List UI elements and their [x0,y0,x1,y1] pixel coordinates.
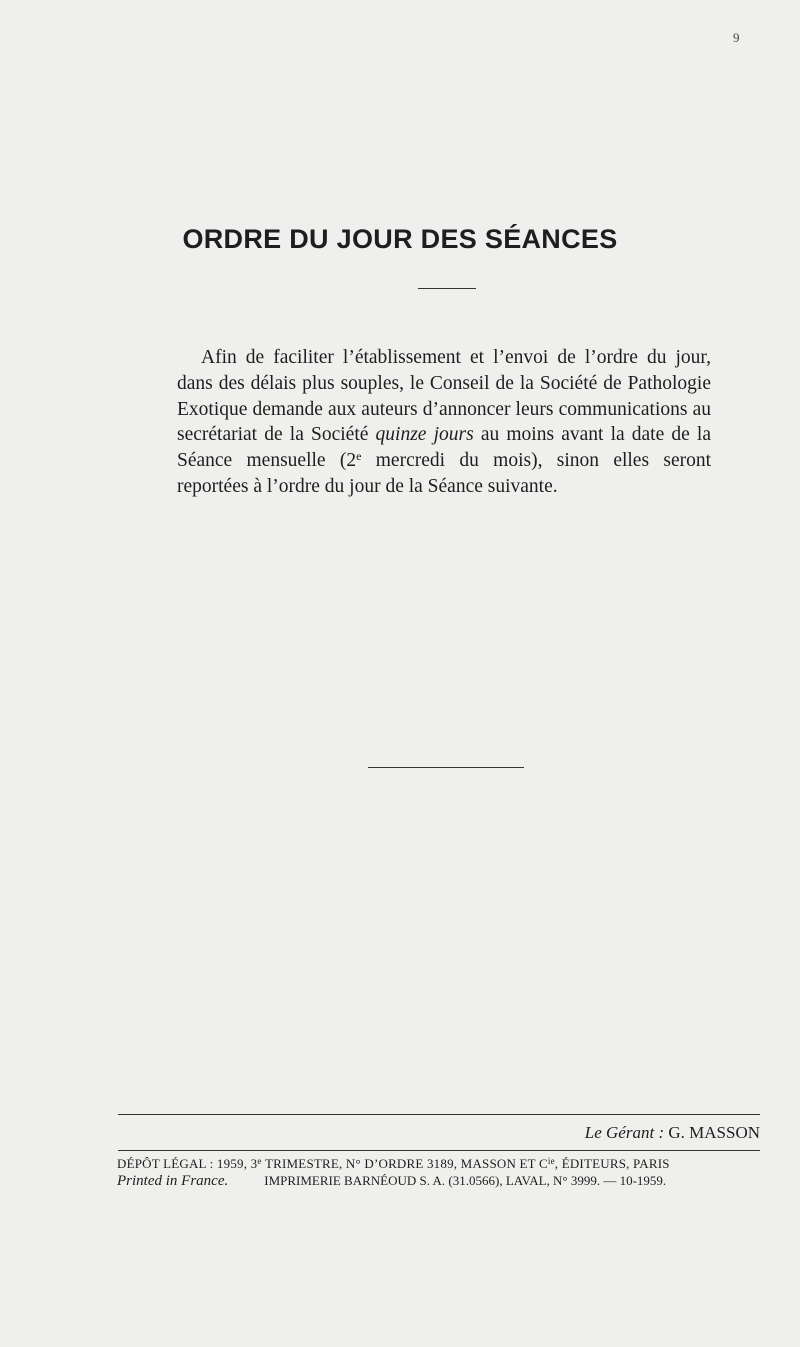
printer-line [117,1173,666,1190]
editeurs-text: , ÉDITEURS, PARIS [554,1156,670,1171]
page-number: 9 [733,30,740,45]
gerant-name: G. MASSON [668,1123,760,1142]
notice-superscript: e [356,449,362,464]
trimestre-number: 3 [250,1156,258,1171]
printed-in-france: Printed in France. [117,1173,229,1189]
notice-text-part3: mercredi du mois), sinon elles seront reportées à l’ordre du jour de la Séance suivante. [177,450,712,497]
cie-superscript: ie [547,1156,555,1166]
notice-paragraph [177,345,711,500]
footer-divider-bottom [118,1150,760,1151]
notice-text-part1: Afin de faciliter l’établissement et l’envoi de l’ordre du jour, dans des délais plus souples, le Conseil de la Société de Pathologie Exotique demande aux auteurs d’annoncer leurs communications au secrétariat de la Société [177,347,711,446]
trimestre-text: TRIMESTRE, N° D’ORDRE 3189, MASSON ET C [265,1156,548,1171]
section-divider [368,767,524,768]
legal-deposit-line [117,1156,670,1172]
gerant-line [585,1123,760,1143]
gerant-label: Le Gérant : [584,1123,665,1142]
notice-text-part2: au moins avant la date de la Séance mensuelle (2 [177,424,712,472]
title-divider [418,288,476,289]
footer-divider-top [118,1114,760,1115]
depot-text: DÉPÔT LÉGAL : 1959, [117,1156,248,1171]
trimestre-superscript: e [257,1156,262,1166]
notice-emphasis: quinze jours [375,424,474,446]
page-title: ORDRE DU JOUR DES SÉANCES [182,224,618,254]
imprimerie-text: IMPRIMERIE BARNÉOUD S. A. (31.0566), LAVAL, N° 3999. — 10-1959. [264,1173,667,1188]
